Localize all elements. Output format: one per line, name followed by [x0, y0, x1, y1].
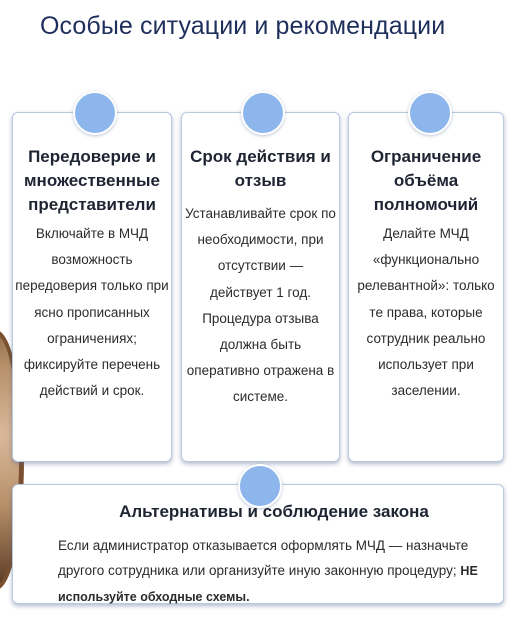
circle-marker-icon [241, 91, 285, 135]
page-title: Особые ситуации и рекомендации [40, 12, 446, 40]
card-text: Устанавливайте срок по необходимости, при отсутствии — действует 1 год. Процедура отзыва должна быть оперативно отражена в системе. [185, 206, 336, 405]
card-heading: Передоверие и множественные представители [23, 147, 161, 214]
circle-marker-icon [408, 91, 452, 135]
card-text: Делайте МЧД «функционально релевантной»: только те права, которые сотрудник реально использует при заселении. [357, 226, 495, 399]
card-heading: Ограничение объёма полномочий [370, 147, 482, 214]
bottom-text-main: Если администратор отказывается оформлять МЧД — назначьте другого сотрудника или организуйте иную законную процедуру; [58, 538, 469, 578]
bottom-text [58, 533, 508, 610]
card-heading: Срок действия и отзыв [190, 147, 331, 190]
card-text: Включайте в МЧД возможность передоверия только при ясно прописанных ограничениях; фиксируйте перечень действий и срок. [15, 226, 169, 399]
circle-marker-icon [73, 91, 117, 135]
bottom-text-emphasis: НЕ используйте обходные схемы. [58, 564, 478, 604]
bottom-heading: Альтернативы и соблюдение закона [119, 502, 429, 521]
